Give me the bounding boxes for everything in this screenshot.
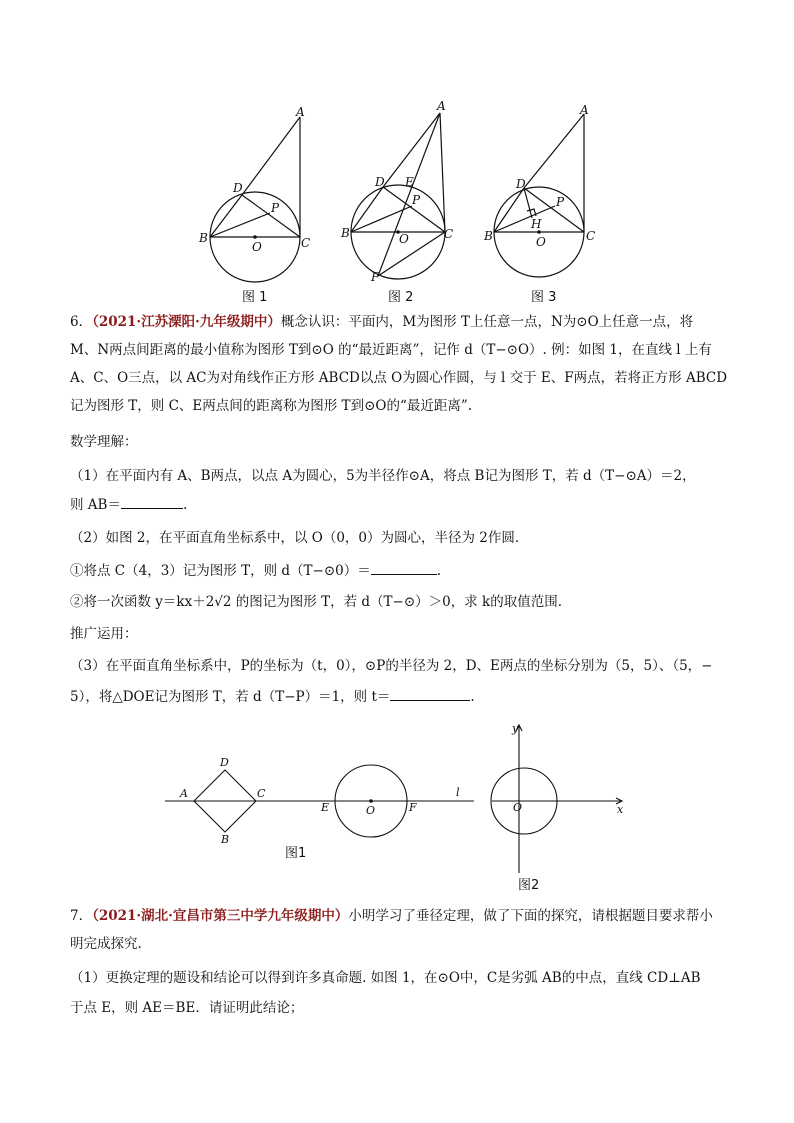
q6-part3-b (70, 686, 475, 707)
q7-line-4: 于点 E，则 AE＝BE．请证明此结论； (70, 1000, 304, 1016)
q6-part1-b-end: . (182, 497, 188, 513)
middle-figures (0, 715, 794, 895)
fig1-label-C: C (301, 236, 311, 250)
fig3-label-B: B (484, 229, 493, 243)
mid-fig1-label-D: D (220, 756, 229, 769)
mid-fig2-caption: 图2 (518, 878, 540, 893)
q6-line-1 (70, 312, 693, 332)
q6-heading-application: 推广运用： (70, 626, 138, 642)
fig2-label-B: B (341, 226, 350, 240)
fig3-label-D: D (516, 177, 526, 191)
fig3-label-C: C (586, 229, 596, 243)
fig2-caption: 图 2 (388, 290, 414, 305)
q6-part1-b-text: 则 AB＝ (70, 497, 121, 513)
q6-line-3: A、C、O三点，以 AC为对角线作正方形 ABCD以点 O为圆心作圆，与 l 交于 E、F两点，若将正方形 ABCD (70, 370, 728, 386)
figure-3-geometry (494, 114, 584, 277)
q6-part2-a-text: ①将点 C（4，3）记为图形 T，则 d（T−⊙0）＝ (70, 563, 371, 579)
fig3-label-P: P (556, 195, 565, 209)
mid-fig1-label-C: C (257, 787, 266, 800)
fig1-caption: 图 1 (242, 290, 268, 305)
fig1-label-B: B (199, 231, 208, 245)
figure-1-geometry (210, 117, 300, 282)
mid-fig2-label-y: y (512, 722, 519, 735)
q6-part1-a: （1）在平面内有 A、B两点，以点 A为圆心，5为半径作⊙A，将点 B记为图形 T，若 d（T−⊙A）＝2， (70, 468, 696, 484)
answer-blank-1[interactable] (121, 494, 183, 509)
mid-fig1-label-F: F (409, 801, 417, 814)
q6-line-2: M、N两点间距离的最小值称为图形 T到⊙O 的“最近距离”，记作 d（T−⊙O）. 例：如图 1，在直线 l 上有 (70, 342, 712, 358)
top-figures (0, 0, 794, 310)
fig1-label-O: O (252, 240, 262, 254)
q6-part3-b-end: . (470, 689, 475, 705)
mid-fig1-label-A: A (180, 787, 188, 800)
mid-fig2-label-x: x (617, 803, 624, 816)
q6-part2-a-end: . (436, 563, 442, 579)
fig3-label-O: O (536, 235, 546, 249)
fig1-label-P: P (271, 201, 280, 215)
figure-2-geometry (351, 113, 445, 279)
fig3-caption: 图 3 (531, 290, 557, 305)
q7-source: （2021·湖北·宜昌市第三中学九年级期中） (92, 908, 349, 924)
q6-number: 6． (70, 314, 93, 330)
mid-fig1-label-O: O (366, 804, 376, 817)
mid-fig1-caption: 图1 (285, 846, 307, 861)
q6-part2: （2）如图 2，在平面直角坐标系中，以 O（0，0）为圆心，半径为 2作圆. (70, 530, 520, 546)
fig2-label-A: A (437, 99, 446, 113)
q6-part3-b-text: 5），将△DOE记为图形 T，若 d（T−P）＝1，则 t＝ (70, 689, 391, 705)
q6-part3-a: （3）在平面直角坐标系中，P的坐标为（t，0），⊙P的半径为 2，D、E两点的坐标分别为（5，5）、（5，− (70, 658, 713, 674)
fig2-label-E: E (405, 175, 414, 189)
fig1-label-A: A (296, 105, 305, 119)
q7-line-2: 明完成探究. (70, 936, 142, 952)
fig2-label-P: P (412, 193, 421, 207)
q6-line-4: 记为图形 T，则 C、E两点间的距离称为图形 T到⊙O的“最近距离”. (70, 398, 473, 414)
mid-fig1-label-E: E (321, 801, 330, 814)
answer-blank-3[interactable] (390, 686, 470, 701)
q6-part2-b: ②将一次函数 y＝kx＋2√2 的图记为图形 T，若 d（T−⊙）＞0，求 k的取值范围. (70, 594, 562, 610)
q6-part1-b (70, 494, 187, 515)
q7-line1-text: 小明学习了垂径定理，做了下面的探究，请根据题目要求帮小 (348, 908, 713, 924)
mid-fig1-label-B: B (221, 833, 230, 846)
q7-line-1 (70, 906, 713, 926)
fig1-label-D: D (233, 181, 243, 195)
q6-heading-understanding: 数学理解： (70, 434, 138, 450)
q6-part2-a (70, 560, 441, 581)
mid-fig2-label-O: O (513, 801, 523, 814)
mid-fig1-label-l: l (456, 786, 460, 799)
fig3-label-H: H (531, 217, 542, 231)
q7-number: 7． (70, 908, 93, 924)
q6-source: （2021·江苏溧阳·九年级期中） (92, 314, 281, 330)
fig2-label-D: D (375, 175, 385, 189)
q6-line1-text: 概念认识：平面内，M为图形 T上任意一点，N为⊙O上任意一点，将 (280, 314, 694, 330)
fig2-label-F: F (371, 270, 380, 284)
fig3-label-A: A (580, 103, 589, 117)
fig2-label-O: O (399, 232, 409, 246)
answer-blank-2[interactable] (371, 560, 437, 575)
fig2-label-C: C (444, 227, 454, 241)
q7-line-3: （1）更换定理的题设和结论可以得到许多真命题. 如图 1，在⊙O中，C是劣弧 AB的中点，直线 CD⊥AB (70, 970, 701, 986)
